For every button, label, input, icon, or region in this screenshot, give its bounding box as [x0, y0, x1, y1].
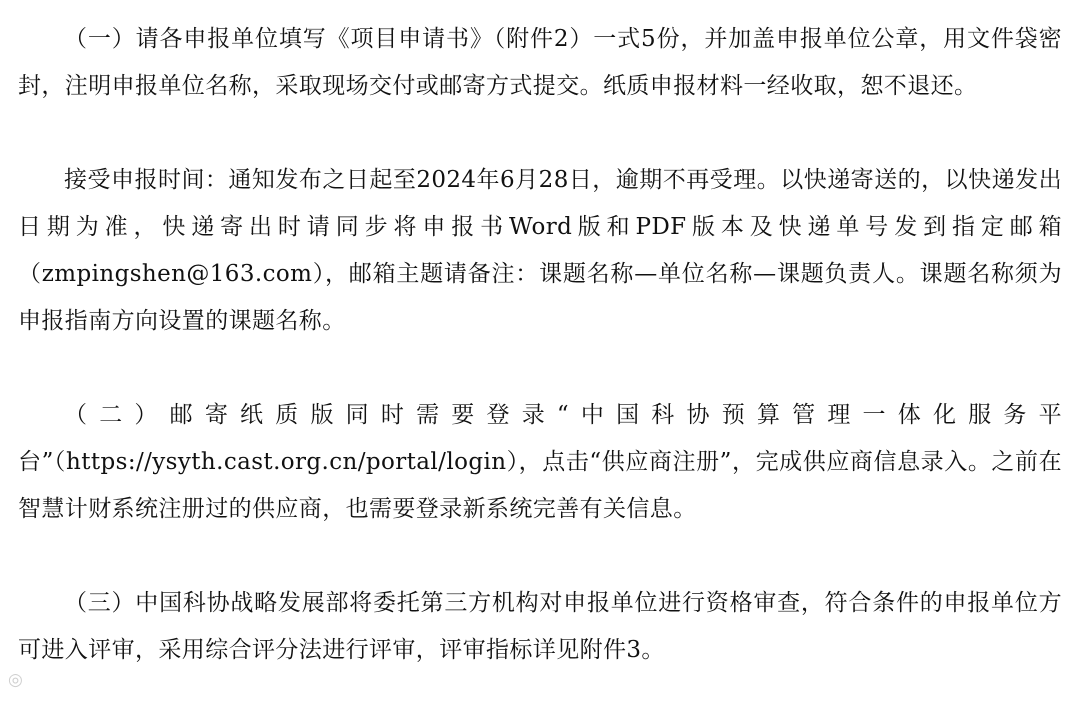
- document-body: [18, 16, 1062, 674]
- paragraph-gap: [18, 110, 1062, 157]
- paragraph-gap: [18, 345, 1062, 392]
- paragraph-submission-materials: （一）请各申报单位填写《项目申请书》（附件2）一式5份，并加盖申报单位公章，用文件袋密封，注明申报单位名称，采取现场交付或邮寄方式提交。纸质申报材料一经收取，恕不退还。: [18, 26, 1062, 99]
- paragraph-platform-registration: （二）邮寄纸质版同时需要登录“中国科协预算管理一体化服务平台”（https://ysyth.cast.org.cn/portal/login），点击“供应商注册”，完成供应商信息录入。之前在智慧计财系统注册过的供应商，也需要登录新系统完善有关信息。: [18, 402, 1062, 522]
- paragraph-gap: [18, 533, 1062, 580]
- watermark-logo: ◎: [8, 670, 24, 690]
- paragraph-submission-time: 接受申报时间：通知发布之日起至2024年6月28日，逾期不再受理。以快递寄送的，以快递发出日期为准，快递寄出时请同步将申报书Word版和PDF版本及快递单号发到指定邮箱（zmpingshen@163.com），邮箱主题请备注：课题名称—单位名称—课题负责人。课题名称须为申报指南方向设置的课题名称。: [18, 167, 1062, 334]
- paragraph-qualification-review: （三）中国科协战略发展部将委托第三方机构对申报单位进行资格审查，符合条件的申报单位方可进入评审，采用综合评分法进行评审，评审指标详见附件3。: [18, 590, 1062, 663]
